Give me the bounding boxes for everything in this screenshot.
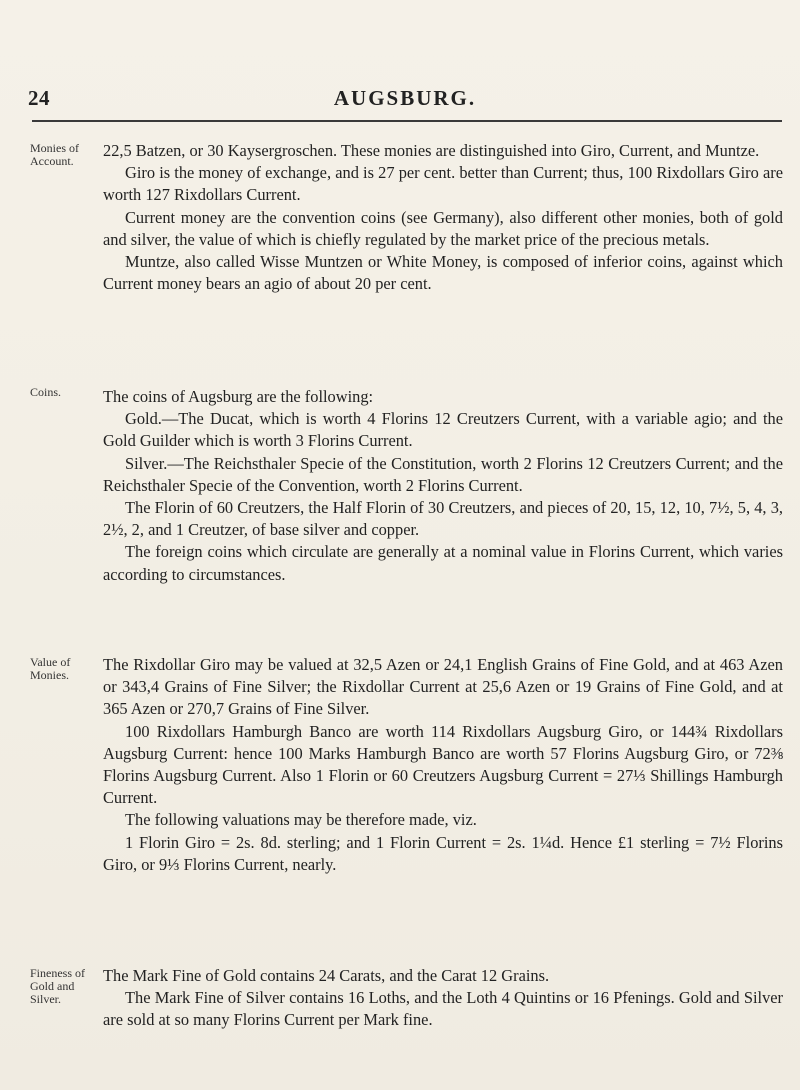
paragraph: Silver.—The Reichsthaler Specie of the Constitution, worth 2 Florins 12 Creutzers Current; and the Reichsthaler Specie of the Convention, worth 2 Florins Current.	[103, 453, 783, 495]
section-body	[103, 654, 783, 876]
running-title: AUGSBURG.	[333, 86, 477, 110]
section-body	[103, 386, 783, 586]
paragraph: Current money are the convention coins (see Germany), also different other monies, both of gold and silver, the value of which is chiefly regulated by the market price of the precious metals.	[103, 207, 783, 249]
page-header	[28, 86, 782, 116]
paragraph: 100 Rixdollars Hamburgh Banco are worth 114 Rixdollars Augsburg Giro, or 144¾ Rixdollars Augsburg Current: hence 100 Marks Hamburgh Banco are worth 57 Florins Augsburg Giro, or 72⅜ Florins Augsburg Current. Also 1 Florin or 60 Creutzers Augsburg Current = 27⅓ Shillings Hamburgh Current.	[103, 721, 783, 808]
paragraph: The Mark Fine of Silver contains 16 Loths, and the Loth 4 Quintins or 16 Pfenings. Gold and Silver are sold at so many Florins Current per Mark fine.	[103, 988, 783, 1030]
section-body	[103, 965, 783, 1032]
paragraph: Muntze, also called Wisse Muntzen or White Money, is composed of inferior coins, against which Current money bears an agio of about 20 per cent.	[103, 252, 783, 294]
paragraph: Giro is the money of exchange, and is 27 per cent. better than Current; thus, 100 Rixdollars Giro are worth 127 Rixdollars Current.	[103, 163, 783, 205]
paragraph: 22,5 Batzen, or 30 Kaysergroschen. These monies are distinguished into Giro, Current, and Muntze.	[103, 141, 760, 160]
paragraph: Gold.—The Ducat, which is worth 4 Florins 12 Creutzers Current, with a variable agio; and the Gold Guilder which is worth 3 Florins Current.	[103, 409, 783, 451]
page-number: 24	[28, 86, 50, 110]
section-body	[103, 140, 783, 295]
paragraph: The Mark Fine of Gold contains 24 Carats, and the Carat 12 Grains.	[103, 966, 550, 985]
paragraph: The coins of Augsburg are the following:	[103, 387, 374, 406]
paragraph: 1 Florin Giro = 2s. 8d. sterling; and 1 Florin Current = 2s. 1¼d. Hence £1 sterling = 7½ Florins Giro, or 9⅓ Florins Current, nearly.	[103, 832, 783, 874]
side-note: Value of Monies.	[30, 655, 71, 682]
paragraph: The Rixdollar Giro may be valued at 32,5 Azen or 24,1 English Grains of Fine Gold, and at 463 Azen or 343,4 Grains of Fine Silver; the Rixdollar Current at 25,6 Azen or 19 Grains of Fine Gold, and at 365 Azen or 270,7 Grains of Fine Silver.	[103, 655, 783, 719]
side-note: Coins.	[30, 385, 62, 399]
paragraph: The foreign coins which circulate are generally at a nominal value in Florins Current, which varies according to circumstances.	[103, 542, 783, 584]
paragraph: The Florin of 60 Creutzers, the Half Florin of 30 Creutzers, and pieces of 20, 15, 12, 10, 7½, 5, 4, 3, 2½, 2, and 1 Creutzer, of base silver and copper.	[103, 498, 783, 540]
side-note: Fineness of Gold and Silver.	[30, 966, 85, 1006]
paragraph: The following valuations may be therefore made, viz.	[125, 810, 477, 830]
side-note: Monies of Account.	[30, 141, 79, 168]
header-rule	[32, 120, 782, 122]
